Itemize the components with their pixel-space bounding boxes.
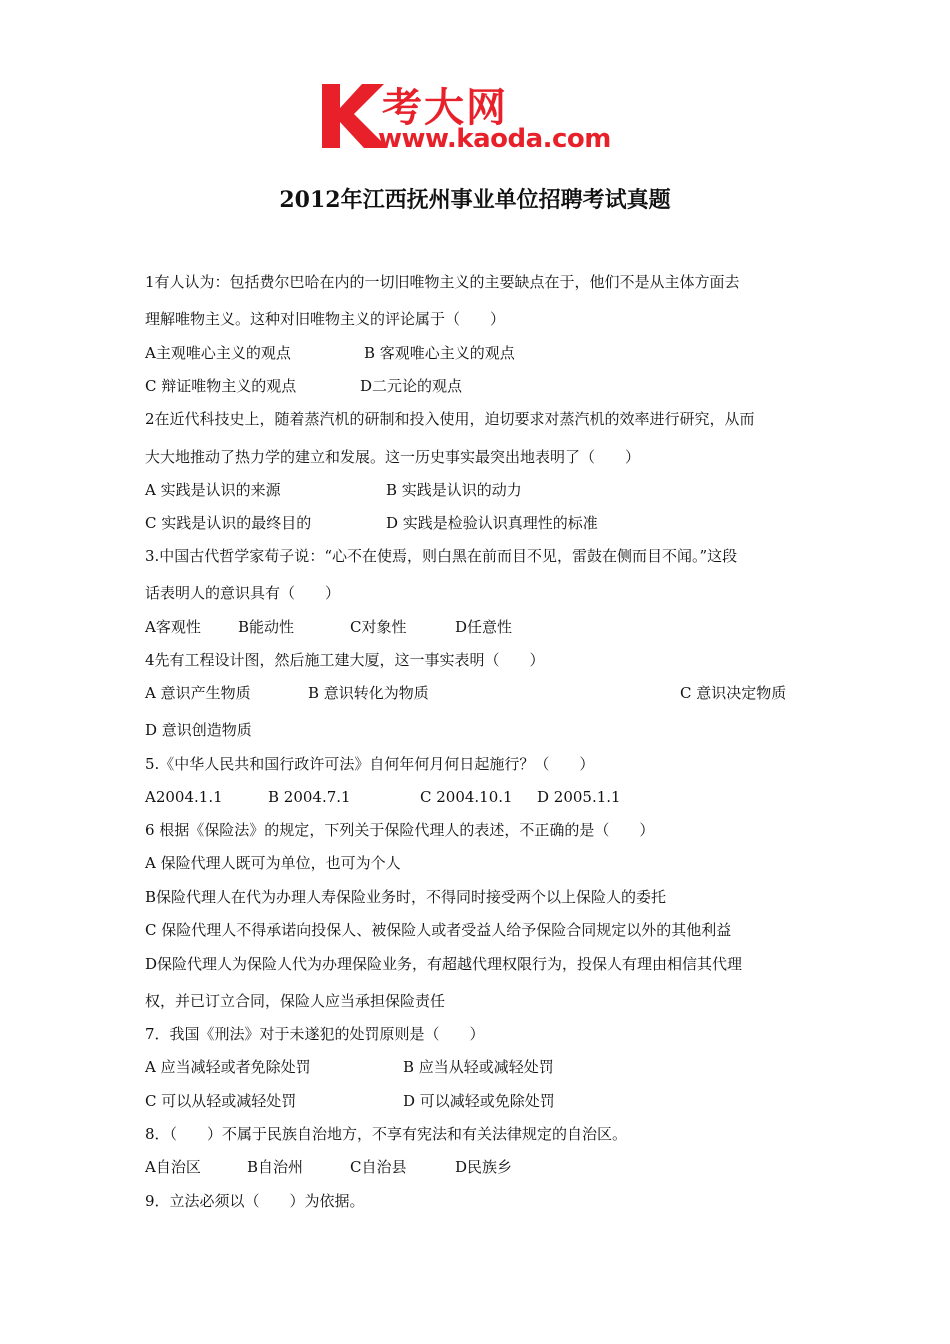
q6-option-a: A 保险代理人既可为单位，也可为个人	[145, 854, 401, 872]
q1-option-b: B 客观唯心主义的观点	[364, 344, 515, 362]
q6-option-d-line-1: D保险代理人为保险人代为办理保险业务，有超越代理权限行为，投保人有理由相信其代理	[145, 955, 743, 973]
question-6-line-1: 6 根据《保险法》的规定，下列关于保险代理人的表述，不正确的是（ ）	[145, 821, 655, 839]
q1-option-c: C 辩证唯物主义的观点	[145, 377, 297, 395]
question-9-line-1: 9．立法必须以（ ）为依据。	[145, 1192, 365, 1210]
logo-brand-text: 考大网	[382, 85, 508, 131]
q5-option-b: B 2004.7.1	[268, 788, 351, 806]
kaoda-logo	[318, 78, 638, 158]
q8-option-c: C自治县	[350, 1158, 407, 1176]
q1-option-a: A主观唯心主义的观点	[145, 344, 291, 362]
q2-option-b: B 实践是认识的动力	[386, 481, 522, 499]
q2-option-d: D 实践是检验认识真理性的标准	[386, 514, 598, 532]
q8-option-a: A自治区	[145, 1158, 201, 1176]
q4-option-d: D 意识创造物质	[145, 721, 252, 739]
q7-option-c: C 可以从轻或减轻处罚	[145, 1092, 297, 1110]
q6-option-b: B保险代理人在代为办理人寿保险业务时，不得同时接受两个以上保险人的委托	[145, 888, 667, 906]
question-3-line-2: 话表明人的意识具有（ ）	[145, 584, 341, 602]
q6-option-d-line-2: 权，并已订立合同，保险人应当承担保险责任	[145, 992, 446, 1010]
question-2-line-2: 大大地推动了热力学的建立和发展。这一历史事实最突出地表明了（ ）	[145, 448, 641, 466]
q7-option-a: A 应当减轻或者免除处罚	[145, 1058, 311, 1076]
q5-option-a: A2004.1.1	[145, 788, 223, 806]
q3-option-b: B能动性	[238, 618, 295, 636]
q4-option-c: C 意识决定物质	[680, 684, 787, 702]
logo-url-text: www.kaoda.com	[378, 124, 611, 154]
q3-option-a: A客观性	[145, 618, 201, 636]
q8-option-d: D民族乡	[455, 1158, 513, 1176]
q3-option-c: C对象性	[350, 618, 407, 636]
q4-option-b: B 意识转化为物质	[308, 684, 429, 702]
question-5-line-1: 5.《中华人民共和国行政许可法》自何年何月何日起施行？（ ）	[145, 755, 595, 773]
q5-option-d: D 2005.1.1	[537, 788, 621, 806]
question-4-line-1: 4先有工程设计图，然后施工建大厦，这一事实表明（ ）	[145, 651, 545, 669]
q2-option-c: C 实践是认识的最终目的	[145, 514, 312, 532]
q5-option-c: C 2004.10.1	[420, 788, 513, 806]
q8-option-b: B自治州	[247, 1158, 304, 1176]
question-3-line-1: 3.中国古代哲学家荀子说：“心不在使焉，则白黑在前而目不见，雷鼓在侧而目不闻。”这段	[145, 547, 738, 565]
q2-option-a: A 实践是认识的来源	[145, 481, 281, 499]
q3-option-d: D任意性	[455, 618, 513, 636]
q6-option-c: C 保险代理人不得承诺向投保人、被保险人或者受益人给予保险合同规定以外的其他利益	[145, 921, 732, 939]
q1-option-d: D二元论的观点	[360, 377, 463, 395]
question-1-line-2: 理解唯物主义。这种对旧唯物主义的评论属于（ ）	[145, 310, 506, 328]
question-2-line-1: 2在近代科技史上，随着蒸汽机的研制和投入使用，迫切要求对蒸汽机的效率进行研究，从而	[145, 410, 755, 428]
question-7-line-1: 7．我国《刑法》对于未遂犯的处罚原则是（ ）	[145, 1025, 485, 1043]
page-title: 2012年江西抚州事业单位招聘考试真题	[279, 187, 671, 213]
question-8-line-1: 8．（ ）不属于民族自治地方，不享有宪法和有关法律规定的自治区。	[145, 1125, 628, 1143]
question-1-line-1: 1有人认为：包括费尔巴哈在内的一切旧唯物主义的主要缺点在于，他们不是从主体方面去	[145, 273, 740, 291]
q7-option-d: D 可以减轻或免除处罚	[403, 1092, 555, 1110]
q7-option-b: B 应当从轻或减轻处罚	[403, 1058, 554, 1076]
q4-option-a: A 意识产生物质	[145, 684, 251, 702]
